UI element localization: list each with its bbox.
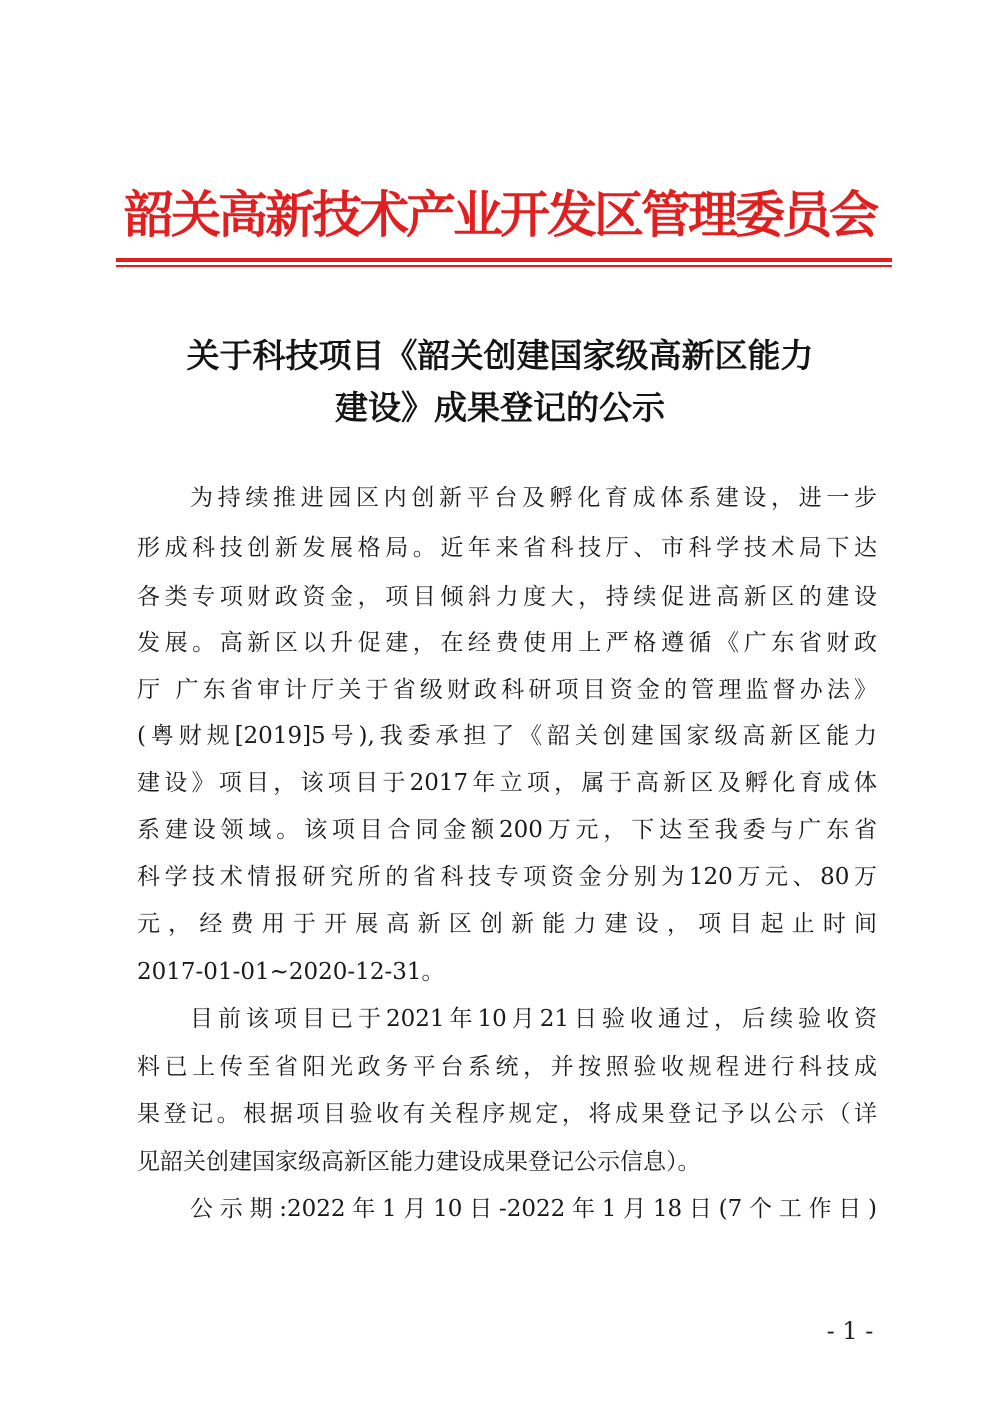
body-line: 果登记。根据项目验收有关程序规定，将成果登记予以公示（详: [137, 1101, 877, 1127]
body-line: 科学技术情报研究所的省科技专项资金分别为120万元、80万: [137, 864, 877, 890]
body-line: 建设》项目，该项目于2017年立项，属于高新区及孵化育成体: [137, 770, 877, 796]
body-line: 2017-01-01~2020-12-31。: [137, 959, 445, 985]
organization-header: 韶关高新技术产业开发区管理委员会: [124, 186, 876, 244]
title-line: 关于科技项目《韶关创建国家级高新区能力: [186, 336, 814, 375]
header-rule-thin: [116, 265, 892, 267]
body-line: 料已上传至省阳光政务平台系统，并按照验收规程进行科技成: [137, 1054, 877, 1080]
body-line: 目前该项目已于2021年10月21日验收通过，后续验收资: [190, 1006, 877, 1032]
body-line: (粤财规[2019]5号),我委承担了《韶关创建国家级高新区能力: [137, 723, 877, 749]
body-line: 各类专项财政资金，项目倾斜力度大，持续促进高新区的建设: [137, 584, 877, 610]
title-line: 建设》成果登记的公示: [335, 388, 665, 427]
body-line: 系建设领域。该项目合同金额200万元，下达至我委与广东省: [137, 817, 877, 843]
body-line: 为持续推进园区内创新平台及孵化育成体系建设，进一步: [190, 485, 877, 511]
body-line: 元，经费用于开展高新区创新能力建设，项目起止时间: [137, 911, 877, 937]
body-line: 公示期:2022年1月10日-2022年1月18日(7个工作日): [190, 1196, 877, 1222]
document-title: [100, 330, 900, 434]
header-rule-thick: [116, 258, 892, 262]
body-line: 见韶关创建国家级高新区能力建设成果登记公示信息）。: [137, 1149, 701, 1175]
body-line: 形成科技创新发展格局。近年来省科技厅、市科学技术局下达: [137, 535, 877, 561]
body-line: 发展。高新区以升促建，在经费使用上严格遵循《广东省财政: [137, 630, 877, 656]
body-line: 厅 广东省审计厅关于省级财政科研项目资金的管理监督办法》: [137, 677, 877, 703]
page-number: - 1 -: [826, 1317, 874, 1345]
